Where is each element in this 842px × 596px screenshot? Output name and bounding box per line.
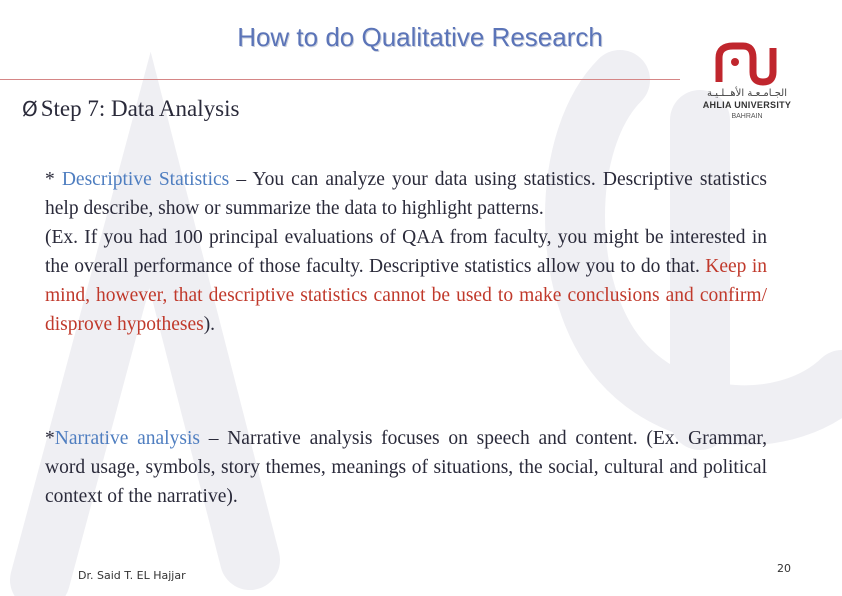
descriptive-example: (Ex. If you had 100 principal evaluations of QAA from faculty, you might be interested in the overall performance of those faculty. Descriptive statistics allow you to do that. bbox=[45, 227, 767, 277]
step-heading-text: Step 7: Data Analysis bbox=[40, 96, 240, 121]
page-number: 20 bbox=[777, 562, 791, 575]
ahlia-university-logo bbox=[697, 42, 797, 124]
narrative-star: * bbox=[45, 428, 55, 449]
footer-author: Dr. Said T. EL Hajjar bbox=[78, 569, 186, 582]
arrow-bullet-icon: Ø bbox=[22, 97, 38, 121]
descriptive-star: * bbox=[45, 169, 62, 190]
descriptive-body: Descriptive statistics help describe, show or summarize the data to highlight patterns. bbox=[45, 169, 767, 219]
step-heading bbox=[22, 96, 239, 122]
descriptive-term: Descriptive Statistics bbox=[61, 169, 230, 190]
slide-title: How to do Qualitative Research bbox=[237, 22, 603, 52]
narrative-body: – Narrative analysis focuses on speech and content. (Ex. Grammar, word usage, symbols, story themes, meanings of situations, the social, cultural and political context of the narrative). bbox=[45, 428, 767, 507]
descriptive-statistics-paragraph bbox=[45, 165, 767, 339]
title-divider bbox=[0, 79, 680, 80]
logo-arabic-name: الجـامـعـة الأهــلـيـة bbox=[707, 88, 787, 99]
narrative-analysis-paragraph bbox=[45, 424, 767, 511]
descriptive-closing: ). bbox=[203, 314, 216, 335]
narrative-term: Narrative analysis bbox=[54, 428, 200, 449]
logo-university-name: AHLIA UNIVERSITY bbox=[702, 100, 792, 110]
logo-location: BAHRAIN bbox=[731, 113, 763, 120]
university-emblem-icon bbox=[713, 42, 779, 88]
descriptive-line1: – You can analyze your data using statistics. bbox=[229, 169, 596, 190]
descriptive-warning: Keep in mind, however, that descriptive statistics cannot be used to make conclusions and confirm/ disprove hypotheses bbox=[45, 256, 767, 335]
